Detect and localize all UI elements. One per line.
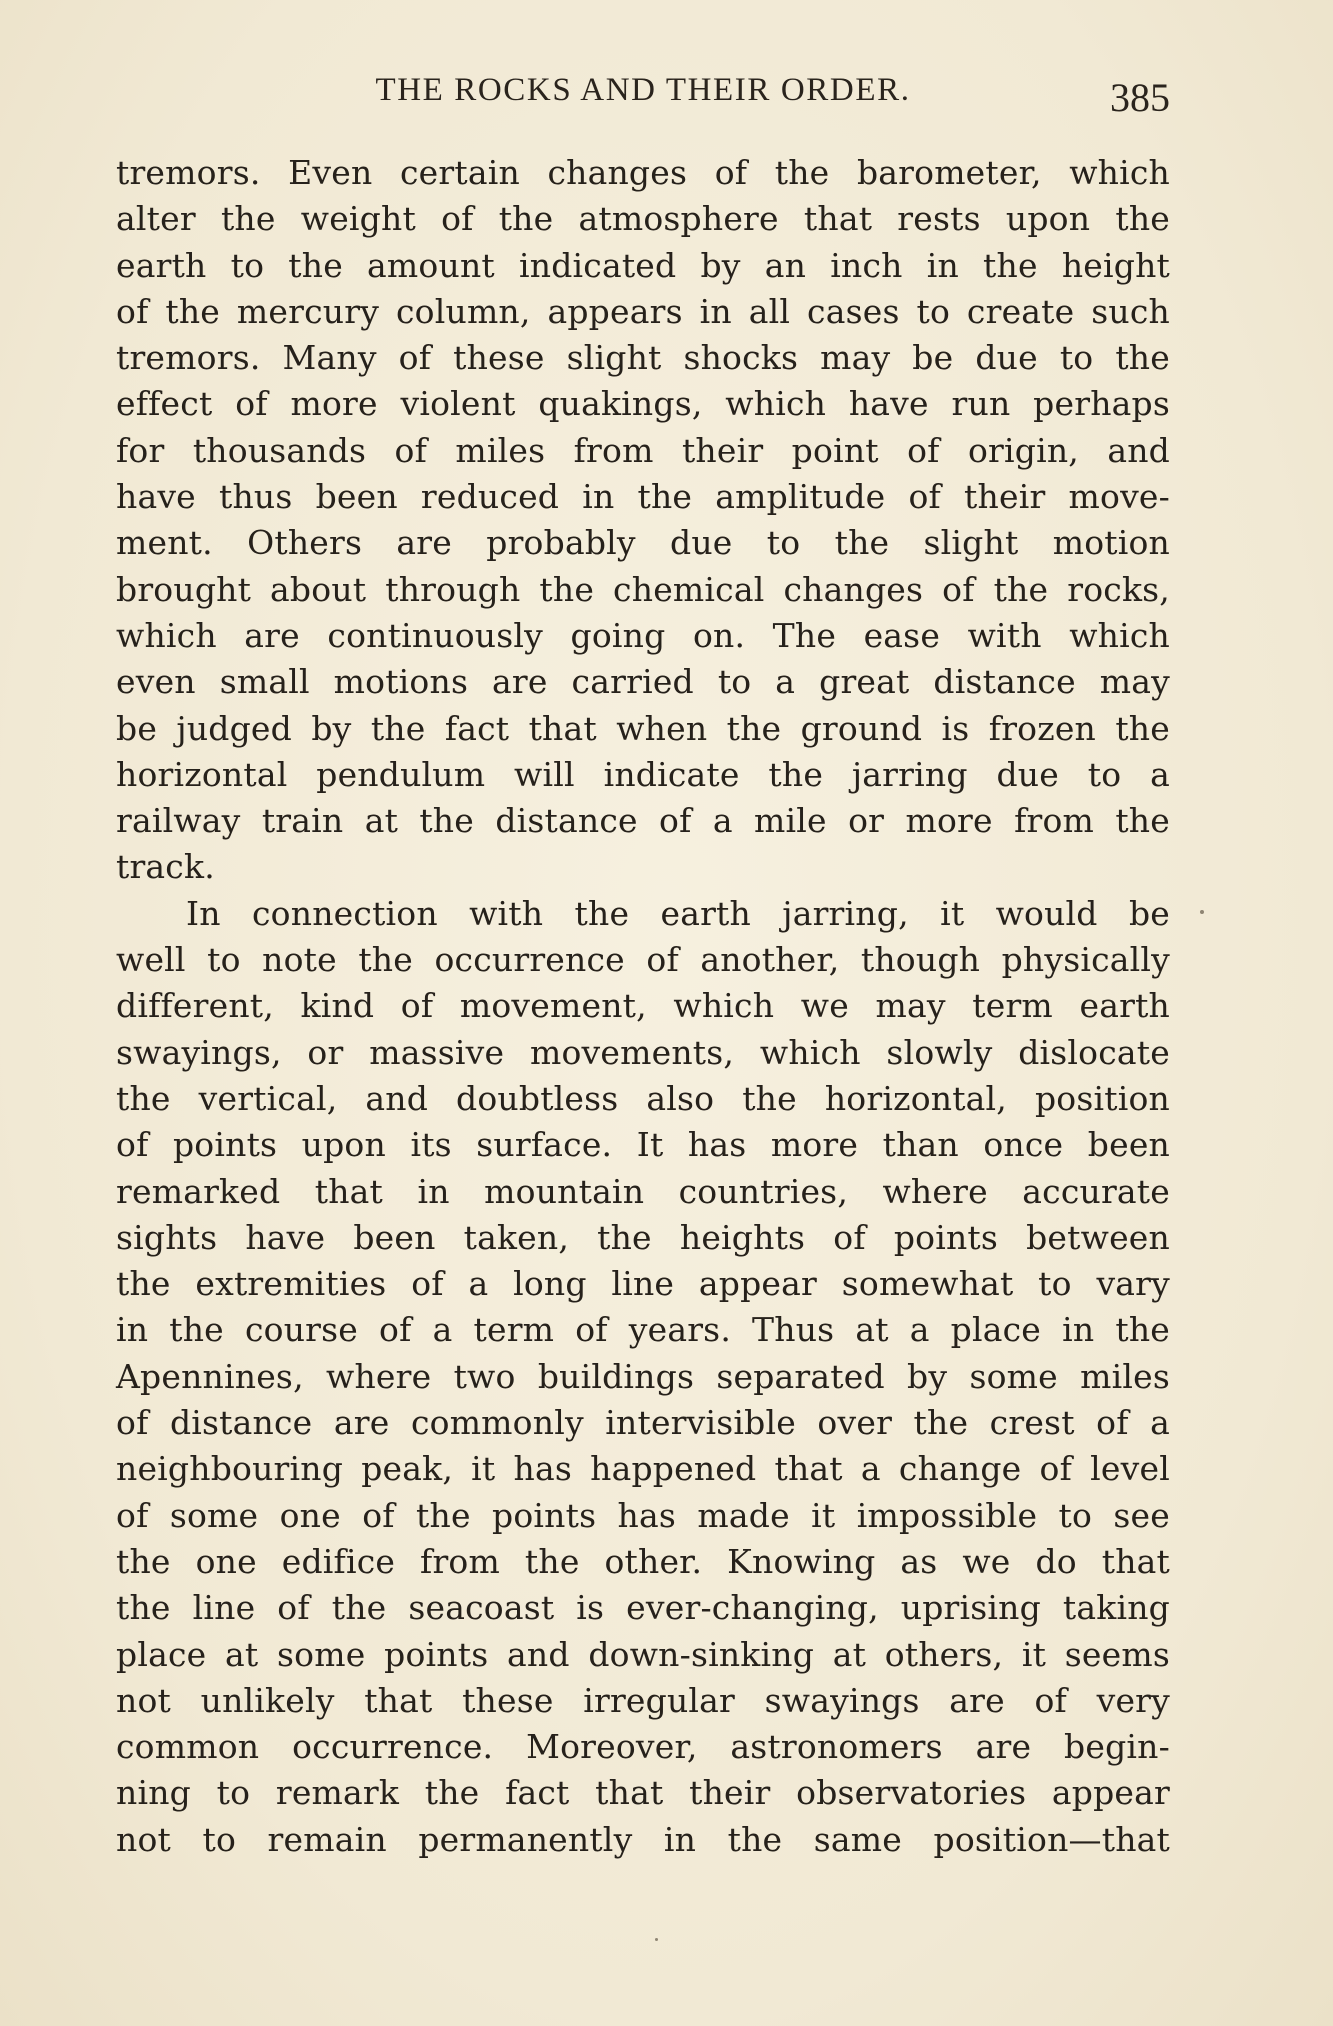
paper-speck	[1200, 910, 1204, 914]
page-number: 385	[1110, 75, 1170, 120]
text-line: which are continuously going on. The ease with which	[116, 615, 1170, 655]
text-line: effect of more violent quakings, which have run perhaps	[116, 384, 1170, 424]
text-line: Apennines, where two buildings separated by some miles	[116, 1356, 1170, 1396]
paragraph-start-line: In connection with the earth jarring, it would be	[186, 893, 1170, 933]
text-line: not unlikely that these irregular swayings are of very	[116, 1680, 1170, 1720]
text-line: in the course of a term of years. Thus at a place in the	[116, 1310, 1170, 1350]
text-line: not to remain permanently in the same position—that	[116, 1819, 1170, 1859]
body-text	[116, 150, 1170, 1863]
text-line: the vertical, and doubtless also the horizontal, position	[116, 1078, 1170, 1118]
text-line: for thousands of miles from their point of origin, and	[116, 430, 1170, 470]
text-line: place at some points and down-sinking at others, it seems	[116, 1634, 1170, 1674]
text-line: of some one of the points has made it impossible to see	[116, 1495, 1170, 1535]
text-line: remarked that in mountain countries, where accurate	[116, 1171, 1170, 1211]
text-line: brought about through the chemical changes of the rocks,	[116, 569, 1170, 609]
text-line: alter the weight of the atmosphere that rests upon the	[116, 199, 1170, 239]
text-line: earth to the amount indicated by an inch in the height	[116, 245, 1170, 285]
text-line: the one edifice from the other. Knowing as we do that	[116, 1541, 1170, 1581]
text-line: different, kind of movement, which we may term earth	[116, 986, 1170, 1026]
text-line: of distance are commonly intervisible over the crest of a	[116, 1403, 1170, 1443]
text-line: tremors. Many of these slight shocks may be due to the	[116, 338, 1170, 378]
paragraph-end-line: track.	[116, 847, 215, 887]
text-line: railway train at the distance of a mile or more from the	[116, 801, 1170, 841]
text-line: neighbouring peak, it has happened that a change of level	[116, 1449, 1170, 1489]
text-line: be judged by the fact that when the ground is frozen the	[116, 708, 1170, 748]
text-line: sights have been taken, the heights of points between	[116, 1217, 1170, 1257]
text-line: the extremities of a long line appear somewhat to vary	[116, 1264, 1170, 1304]
text-line: ning to remark the fact that their observatories appear	[116, 1773, 1170, 1813]
text-line: well to note the occurrence of another, though physically	[116, 940, 1170, 980]
running-title: THE ROCKS AND THEIR ORDER.	[375, 72, 911, 108]
running-head	[116, 66, 1170, 120]
text-line: common occurrence. Moreover, astronomers are begin-	[116, 1727, 1170, 1767]
text-line: of points upon its surface. It has more than once been	[116, 1125, 1170, 1165]
paper-speck	[655, 1938, 658, 1941]
text-line: tremors. Even certain changes of the barometer, which	[116, 153, 1170, 192]
text-line: even small motions are carried to a great distance may	[116, 662, 1170, 702]
text-line: of the mercury column, appears in all cases to create such	[116, 291, 1170, 331]
text-line: have thus been reduced in the amplitude of their move-	[116, 477, 1170, 517]
text-line: swayings, or massive movements, which slowly dislocate	[116, 1032, 1170, 1072]
text-line: horizontal pendulum will indicate the jarring due to a	[116, 754, 1170, 794]
text-line: ment. Others are probably due to the slight motion	[116, 523, 1170, 563]
text-line: the line of the seacoast is ever-changing, uprising taking	[116, 1588, 1170, 1628]
